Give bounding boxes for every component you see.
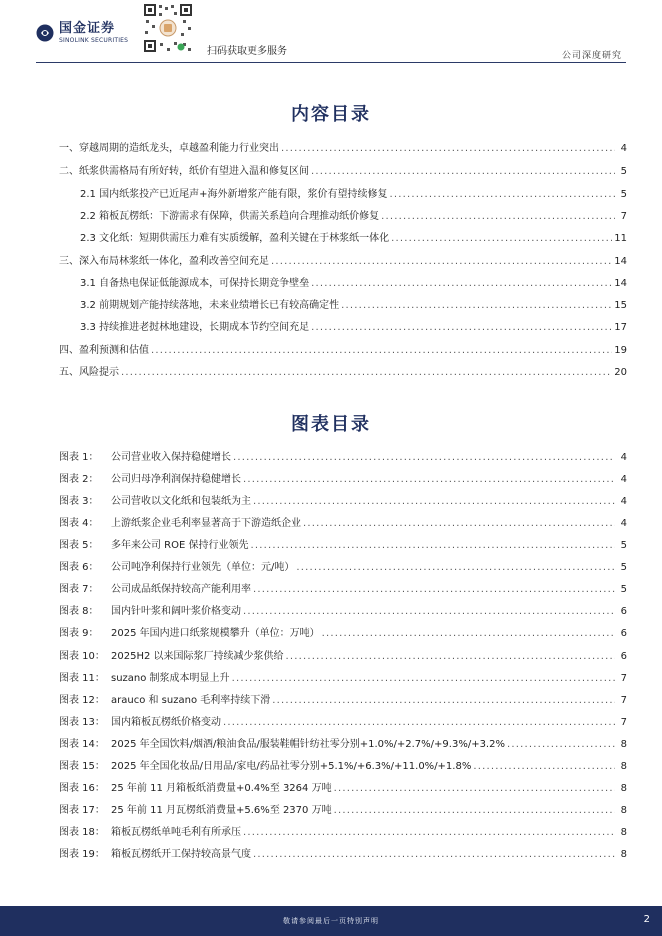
figure-label: arauco 和 suzano 毛利率持续下滑 <box>111 695 271 706</box>
toc-item-label: 2.3 文化纸：短期供需压力难有实质缓解，盈利关键在于林浆纸一体化 <box>80 233 390 244</box>
toc-item-page: 19 <box>614 345 627 356</box>
figure-number: 图表 2： <box>59 474 99 485</box>
toc-item[interactable] <box>59 142 627 156</box>
figure-label: 箱板瓦楞纸开工保持较高景气度 <box>111 849 251 860</box>
toc-item-label: 二、纸浆供需格局有所好转，纸价有望进入温和修复区间 <box>59 166 309 177</box>
figure-number: 图表 18： <box>59 827 105 838</box>
figure-number: 图表 14： <box>59 739 105 750</box>
figure-list-item[interactable] <box>59 473 627 487</box>
toc-leader-dots <box>334 804 615 818</box>
figure-page: 6 <box>620 628 627 639</box>
figure-number: 图表 10： <box>59 651 105 662</box>
figure-list-item[interactable] <box>59 782 627 796</box>
qr-code-icon[interactable] <box>143 3 193 53</box>
figure-page: 5 <box>620 562 627 573</box>
toc-item[interactable] <box>59 366 627 380</box>
toc-item-page: 5 <box>620 166 627 177</box>
toc-item-page: 11 <box>614 233 627 244</box>
toc-item-page: 5 <box>620 189 627 200</box>
toc-leader-dots <box>473 760 615 774</box>
figure-list-item[interactable] <box>59 738 627 752</box>
page-header <box>0 0 662 66</box>
logo-english-name: SINOLINK SECURITIES <box>59 37 129 44</box>
figure-page: 7 <box>620 695 627 706</box>
toc-leader-dots <box>322 627 615 641</box>
toc-leader-dots <box>271 255 612 269</box>
toc-leader-dots <box>341 299 612 313</box>
toc-item-label: 2.2 箱板瓦楞纸：下游需求有保障，供需关系趋向合理推动纸价修复 <box>80 211 380 222</box>
figure-list-item[interactable] <box>59 627 627 641</box>
figure-label: 2025 年国内进口纸浆规模攀升（单位：万吨） <box>111 628 320 639</box>
toc-leader-dots <box>281 142 615 156</box>
figure-page: 8 <box>620 827 627 838</box>
figure-label: 25 年前 11 月瓦楞纸消费量+5.6%至 2370 万吨 <box>111 805 332 816</box>
figure-list-item[interactable] <box>59 826 627 840</box>
toc-leader-dots <box>507 738 615 752</box>
figure-number: 图表 13： <box>59 717 105 728</box>
page-footer <box>0 906 662 936</box>
toc-subitem[interactable] <box>80 188 627 202</box>
toc-leader-dots <box>223 716 615 730</box>
toc-leader-dots <box>381 210 615 224</box>
toc-item-label: 一、穿越周期的造纸龙头，卓越盈利能力行业突出 <box>59 143 279 154</box>
toc-leader-dots <box>311 165 615 179</box>
page-number: 2 <box>643 914 650 925</box>
figure-page: 8 <box>620 849 627 860</box>
toc-leader-dots <box>243 473 615 487</box>
toc-subitem[interactable] <box>80 277 627 291</box>
figure-label: 2025 年全国饮料/烟酒/粮油食品/服装鞋帽针纺社零分别+1.0%/+2.7%/+9.3%/+3.2% <box>111 739 505 750</box>
figure-list-item[interactable] <box>59 804 627 818</box>
figure-label: 25 年前 11 月箱板纸消费量+0.4%至 3264 万吨 <box>111 783 332 794</box>
toc-leader-dots <box>233 451 615 465</box>
figure-label: 国内箱板瓦楞纸价格变动 <box>111 717 221 728</box>
toc-leader-dots <box>391 232 612 246</box>
sinolink-logo-icon <box>36 24 54 42</box>
toc-item-label: 四、盈利预测和估值 <box>59 345 149 356</box>
toc-leader-dots <box>389 188 615 202</box>
figure-list-item[interactable] <box>59 672 627 686</box>
toc-subitem[interactable] <box>80 321 627 335</box>
figure-number: 图表 5： <box>59 540 99 551</box>
toc-leader-dots <box>151 344 612 358</box>
figures-title: 图表目录 <box>291 414 371 435</box>
figure-page: 7 <box>620 673 627 684</box>
figure-label: 公司营业收入保持稳健增长 <box>111 452 231 463</box>
scan-qr-text: 扫码获取更多服务 <box>207 46 287 57</box>
toc-item-label: 2.1 国内纸浆投产已近尾声+海外新增浆产能有限，浆价有望持续修复 <box>80 189 388 200</box>
figure-number: 图表 16： <box>59 783 105 794</box>
toc-leader-dots <box>253 495 615 509</box>
figure-label: 公司营收以文化纸和包装纸为主 <box>111 496 251 507</box>
figure-page: 8 <box>620 783 627 794</box>
figure-page: 5 <box>620 540 627 551</box>
figure-number: 图表 4： <box>59 518 99 529</box>
figure-label: 公司成品纸保持较高产能利用率 <box>111 584 251 595</box>
toc-leader-dots <box>251 539 616 553</box>
figure-list-item[interactable] <box>59 694 627 708</box>
toc-leader-dots <box>286 650 615 664</box>
company-logo <box>36 22 128 44</box>
toc-leader-dots <box>334 782 615 796</box>
toc-leader-dots <box>272 694 615 708</box>
toc-item-label: 3.3 持续推进老挝林地建设，长期成本节约空间充足 <box>80 322 310 333</box>
toc-item[interactable] <box>59 255 627 269</box>
figure-number: 图表 19： <box>59 849 105 860</box>
figure-list-item[interactable] <box>59 760 627 774</box>
figure-page: 6 <box>620 606 627 617</box>
header-divider <box>36 62 626 63</box>
toc-leader-dots <box>243 605 615 619</box>
logo-chinese-name: 国金证券 <box>59 21 116 36</box>
figure-number: 图表 17： <box>59 805 105 816</box>
figure-page: 8 <box>620 805 627 816</box>
toc-item-page: 20 <box>614 367 627 378</box>
toc-leader-dots <box>121 366 612 380</box>
figure-number: 图表 9： <box>59 628 99 639</box>
figure-number: 图表 1： <box>59 452 99 463</box>
toc-item-label: 三、深入布局林浆纸一体化，盈利改善空间充足 <box>59 256 269 267</box>
toc-leader-dots <box>243 826 615 840</box>
figure-number: 图表 15： <box>59 761 105 772</box>
figure-page: 5 <box>620 584 627 595</box>
figure-label: 公司吨净利保持行业领先（单位：元/吨） <box>111 562 295 573</box>
toc-item[interactable] <box>59 344 627 358</box>
toc-item-page: 14 <box>614 256 627 267</box>
figure-label: 2025H2 以来国际浆厂持续减少浆供给 <box>111 651 284 662</box>
figure-list-item[interactable] <box>59 650 627 664</box>
figure-page: 8 <box>620 739 627 750</box>
figure-list-item[interactable] <box>59 451 627 465</box>
figure-number: 图表 3： <box>59 496 99 507</box>
figure-page: 4 <box>620 496 627 507</box>
figure-label: suzano 制浆成本明显上升 <box>111 673 230 684</box>
figure-label: 箱板瓦楞纸单吨毛利有所承压 <box>111 827 241 838</box>
figure-page: 8 <box>620 761 627 772</box>
toc-leader-dots <box>232 672 615 686</box>
toc-leader-dots <box>253 848 615 862</box>
toc-item-label: 3.1 自备热电保证低能源成本，可保持长期竞争壁垒 <box>80 278 310 289</box>
figure-label: 公司归母净利润保持稳健增长 <box>111 474 241 485</box>
toc-subitem[interactable] <box>80 299 627 313</box>
figure-page: 4 <box>620 518 627 529</box>
figure-list-item[interactable] <box>59 605 627 619</box>
toc-item-page: 15 <box>614 300 627 311</box>
toc-item-page: 14 <box>614 278 627 289</box>
toc-leader-dots <box>311 321 612 335</box>
figure-page: 6 <box>620 651 627 662</box>
toc-item-label: 3.2 前期规划产能持续落地，未来业绩增长已有较高确定性 <box>80 300 340 311</box>
figure-label: 上游纸浆企业毛利率显著高于下游造纸企业 <box>111 518 301 529</box>
figure-page: 4 <box>620 452 627 463</box>
figure-list-item[interactable] <box>59 561 627 575</box>
figure-list-item[interactable] <box>59 583 627 597</box>
toc-leader-dots <box>303 517 615 531</box>
toc-subitem[interactable] <box>80 210 627 224</box>
figure-page: 7 <box>620 717 627 728</box>
figure-label: 国内针叶浆和阔叶浆价格变动 <box>111 606 241 617</box>
figure-label: 2025 年全国化妆品/日用品/家电/药品社零分别+5.1%/+6.3%/+11.0%/+1.8% <box>111 761 472 772</box>
figure-list-item[interactable] <box>59 716 627 730</box>
toc-item[interactable] <box>59 165 627 179</box>
figure-page: 4 <box>620 474 627 485</box>
figure-number: 图表 12： <box>59 695 105 706</box>
contents-title: 内容目录 <box>291 104 371 125</box>
figure-number: 图表 7： <box>59 584 99 595</box>
toc-subitem[interactable] <box>80 232 627 246</box>
figure-list-item[interactable] <box>59 539 627 553</box>
report-type-label: 公司深度研究 <box>561 51 622 61</box>
toc-leader-dots <box>253 583 615 597</box>
footer-disclaimer: 敬请参阅最后一页特别声明 <box>283 917 379 925</box>
toc-item-label: 五、风险提示 <box>59 367 119 378</box>
toc-leader-dots <box>296 561 615 575</box>
figure-list-item[interactable] <box>59 495 627 509</box>
toc-item-page: 17 <box>614 322 627 333</box>
figure-number: 图表 11： <box>59 673 105 684</box>
toc-item-page: 4 <box>620 143 627 154</box>
toc-item-page: 7 <box>620 211 627 222</box>
figure-list-item[interactable] <box>59 848 627 862</box>
figure-number: 图表 6： <box>59 562 99 573</box>
figure-number: 图表 8： <box>59 606 99 617</box>
toc-leader-dots <box>311 277 612 291</box>
figure-list-item[interactable] <box>59 517 627 531</box>
figure-label: 多年来公司 ROE 保持行业领先 <box>111 540 249 551</box>
